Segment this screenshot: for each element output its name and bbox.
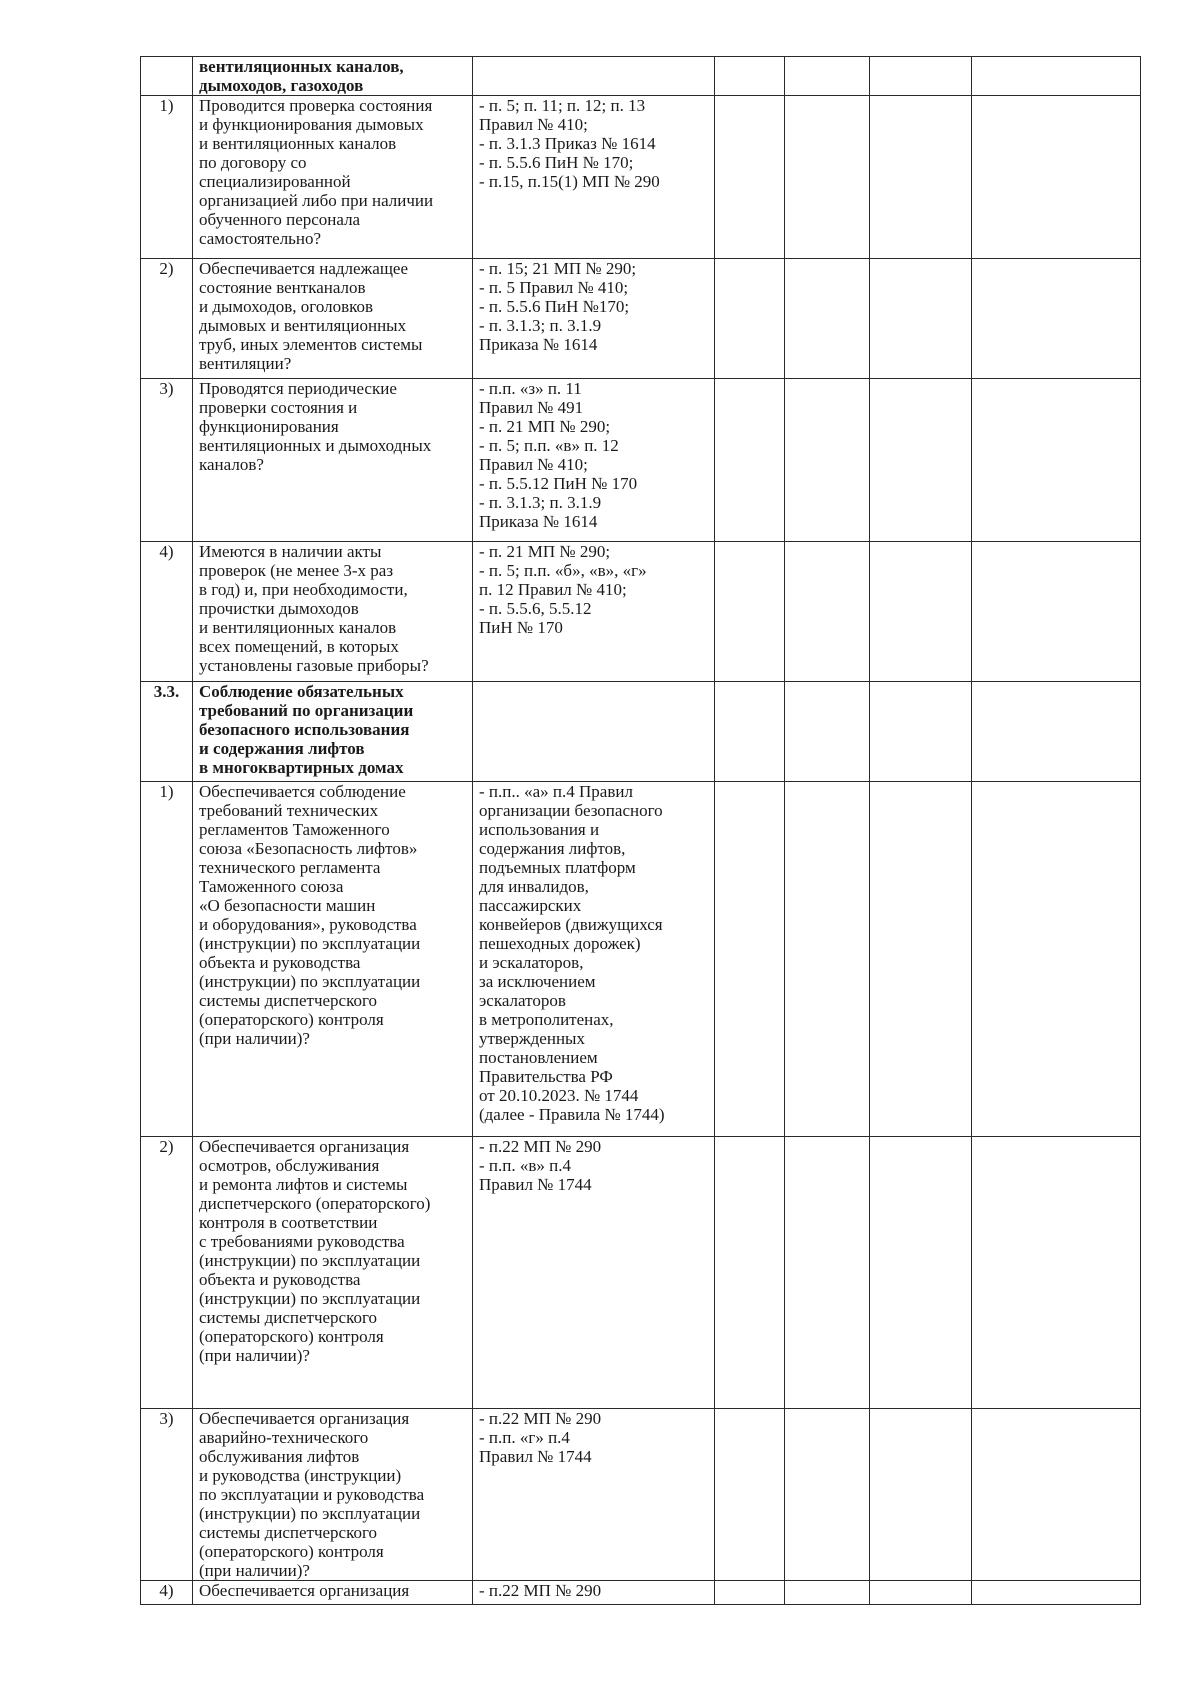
table-row — [141, 57, 1141, 96]
section-number: 3.3. — [141, 682, 193, 782]
answer-no-cell — [785, 1581, 870, 1605]
legal-reference-cell: - п.п. «з» п. 11 Правил № 491 - п. 21 МП № 290; - п. 5; п.п. «в» п. 12 Правил № 410; - п. 5.5.12 ПиН № 170 - п. 3.1.3; п. 3.1.9 Приказа № 1614 — [473, 379, 715, 542]
question-cell: Проводятся периодические проверки состояния и функционирования вентиляционных и дымоходных каналов? — [193, 379, 473, 542]
table-row — [141, 379, 1141, 542]
item-number: 2) — [141, 259, 193, 379]
checklist-table — [140, 56, 1141, 1605]
answer-yes-cell — [715, 1581, 785, 1605]
table-row — [141, 96, 1141, 259]
question-cell: Обеспечивается соблюдение требований технических регламентов Таможенного союза «Безопасность лифтов» технического регламента Таможенного союза «О безопасности машин и оборудования», руководства (инструкции) по эксплуатации объекта и руководства (инструкции) по эксплуатации системы диспетчерского (операторского) контроля (при наличии)? — [193, 782, 473, 1137]
note-cell — [972, 259, 1141, 379]
section-heading-row — [141, 682, 1141, 782]
answer-no-cell — [785, 96, 870, 259]
answer-na-cell — [870, 259, 972, 379]
legal-reference-cell: - п. 5; п. 11; п. 12; п. 13 Правил № 410; - п. 3.1.3 Приказ № 1614 - п. 5.5.6 ПиН № 170; - п.15, п.15(1) МП № 290 — [473, 96, 715, 259]
answer-na-cell — [870, 542, 972, 682]
answer-no-cell — [785, 379, 870, 542]
answer-na-cell — [870, 1137, 972, 1409]
table-row — [141, 1581, 1141, 1605]
answer-yes-cell — [715, 379, 785, 542]
item-number: 2) — [141, 1137, 193, 1409]
legal-reference-cell: - п.22 МП № 290 - п.п. «в» п.4 Правил № 1744 — [473, 1137, 715, 1409]
table-row — [141, 782, 1141, 1137]
legal-reference-cell: - п. 15; 21 МП № 290; - п. 5 Правил № 410; - п. 5.5.6 ПиН №170; - п. 3.1.3; п. 3.1.9 Приказа № 1614 — [473, 259, 715, 379]
note-cell — [972, 682, 1141, 782]
answer-yes-cell — [715, 259, 785, 379]
item-number: 1) — [141, 96, 193, 259]
question-cell: Обеспечивается надлежащее состояние вентканалов и дымоходов, оголовков дымовых и вентиляционных труб, иных элементов системы вентиляции? — [193, 259, 473, 379]
answer-na-cell — [870, 1581, 972, 1605]
question-cell: вентиляционных каналов, дымоходов, газоходов — [193, 57, 473, 96]
legal-reference-cell — [473, 57, 715, 96]
answer-no-cell — [785, 682, 870, 782]
note-cell — [972, 1137, 1141, 1409]
legal-reference-cell: - п. 21 МП № 290; - п. 5; п.п. «б», «в», «г» п. 12 Правил № 410; - п. 5.5.6, 5.5.12 ПиН № 170 — [473, 542, 715, 682]
question-cell: Обеспечивается организация — [193, 1581, 473, 1605]
item-number — [141, 57, 193, 96]
item-number: 4) — [141, 1581, 193, 1605]
question-cell: Обеспечивается организация осмотров, обслуживания и ремонта лифтов и системы диспетчерского (операторского) контроля в соответствии с требованиями руководства (инструкции) по эксплуатации объекта и руководства (инструкции) по эксплуатации системы диспетчерского (операторского) контроля (при наличии)? — [193, 1137, 473, 1409]
table-row — [141, 259, 1141, 379]
answer-yes-cell — [715, 96, 785, 259]
question-cell: Имеются в наличии акты проверок (не менее 3-х раз в год) и, при необходимости, прочистки дымоходов и вентиляционных каналов всех помещений, в которых установлены газовые приборы? — [193, 542, 473, 682]
answer-na-cell — [870, 96, 972, 259]
answer-na-cell — [870, 682, 972, 782]
answer-no-cell — [785, 542, 870, 682]
answer-yes-cell — [715, 542, 785, 682]
note-cell — [972, 96, 1141, 259]
answer-yes-cell — [715, 57, 785, 96]
note-cell — [972, 57, 1141, 96]
answer-yes-cell — [715, 1409, 785, 1581]
answer-yes-cell — [715, 1137, 785, 1409]
answer-na-cell — [870, 57, 972, 96]
table-row — [141, 1137, 1141, 1409]
item-number: 1) — [141, 782, 193, 1137]
note-cell — [972, 1581, 1141, 1605]
section-title: Соблюдение обязательных требований по организации безопасного использования и содержания лифтов в многоквартирных домах — [193, 682, 473, 782]
table-row — [141, 1409, 1141, 1581]
answer-no-cell — [785, 1137, 870, 1409]
answer-no-cell — [785, 782, 870, 1137]
note-cell — [972, 1409, 1141, 1581]
answer-no-cell — [785, 57, 870, 96]
legal-reference-cell: - п.22 МП № 290 — [473, 1581, 715, 1605]
answer-na-cell — [870, 379, 972, 542]
item-number: 3) — [141, 1409, 193, 1581]
answer-na-cell — [870, 782, 972, 1137]
answer-yes-cell — [715, 782, 785, 1137]
legal-reference-cell: - п.п.. «а» п.4 Правил организации безопасного использования и содержания лифтов, подъемных платформ для инвалидов, пассажирских конвейеров (движущихся пешеходных дорожек) и эскалаторов, за исключением эскалаторов в метрополитенах, утвержденных постановлением Правительства РФ от 20.10.2023. № 1744 (далее - Правила № 1744) — [473, 782, 715, 1137]
question-cell: Обеспечивается организация аварийно-технического обслуживания лифтов и руководства (инструкции) по эксплуатации и руководства (инструкции) по эксплуатации системы диспетчерского (операторского) контроля (при наличии)? — [193, 1409, 473, 1581]
legal-reference-cell: - п.22 МП № 290 - п.п. «г» п.4 Правил № 1744 — [473, 1409, 715, 1581]
item-number: 3) — [141, 379, 193, 542]
answer-no-cell — [785, 259, 870, 379]
question-cell: Проводится проверка состояния и функционирования дымовых и вентиляционных каналов по договору со специализированной организацией либо при наличии обученного персонала самостоятельно? — [193, 96, 473, 259]
note-cell — [972, 379, 1141, 542]
answer-yes-cell — [715, 682, 785, 782]
item-number: 4) — [141, 542, 193, 682]
answer-no-cell — [785, 1409, 870, 1581]
answer-na-cell — [870, 1409, 972, 1581]
note-cell — [972, 782, 1141, 1137]
legal-reference-cell — [473, 682, 715, 782]
table-row — [141, 542, 1141, 682]
note-cell — [972, 542, 1141, 682]
